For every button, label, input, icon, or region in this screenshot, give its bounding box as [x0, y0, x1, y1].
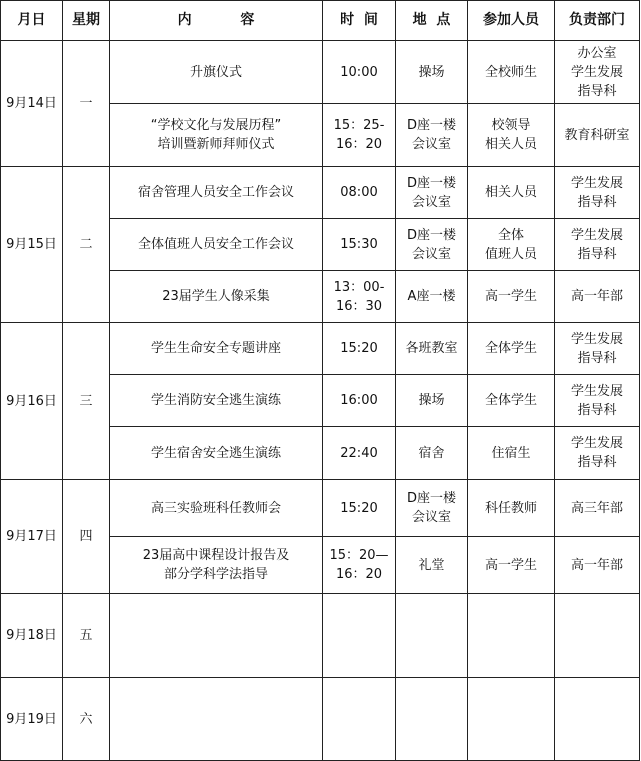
header-row	[1, 1, 640, 41]
header-time: 时 间	[323, 1, 396, 41]
date-cell: 9月18日	[1, 594, 63, 678]
time-cell: 22:40	[323, 427, 396, 480]
participants-cell: 高一学生	[468, 537, 555, 594]
time-cell: 15:20	[323, 323, 396, 375]
date-cell: 9月16日	[1, 323, 63, 480]
weekday-cell: 二	[63, 167, 110, 323]
location-cell: 宿舍	[396, 427, 468, 480]
time-cell: 08:00	[323, 167, 396, 219]
time-cell	[323, 678, 396, 761]
time-cell: 15:30	[323, 219, 396, 271]
department-cell	[555, 594, 640, 678]
header-participants: 参加人员	[468, 1, 555, 41]
department-cell: 学生发展 指导科	[555, 323, 640, 375]
header-date: 月日	[1, 1, 63, 41]
weekday-cell: 三	[63, 323, 110, 480]
table-row	[1, 167, 640, 219]
content-cell: 宿舍管理人员安全工作会议	[110, 167, 323, 219]
location-cell	[396, 678, 468, 761]
time-cell: 10:00	[323, 41, 396, 104]
time-cell: 15：25- 16：20	[323, 104, 396, 167]
date-cell: 9月14日	[1, 41, 63, 167]
location-cell: D座一楼 会议室	[396, 167, 468, 219]
header-content: 内 容	[110, 1, 323, 41]
time-cell: 16:00	[323, 375, 396, 427]
department-cell: 学生发展 指导科	[555, 219, 640, 271]
weekday-cell: 五	[63, 594, 110, 678]
participants-cell: 住宿生	[468, 427, 555, 480]
department-cell: 学生发展 指导科	[555, 167, 640, 219]
time-cell: 13：00- 16：30	[323, 271, 396, 323]
content-cell: 23届高中课程设计报告及 部分学科学法指导	[110, 537, 323, 594]
weekday-cell: 六	[63, 678, 110, 761]
content-cell: “学校文化与发展历程” 培训暨新师拜师仪式	[110, 104, 323, 167]
header-department: 负责部门	[555, 1, 640, 41]
content-cell: 高三实验班科任教师会	[110, 480, 323, 537]
content-cell: 23届学生人像采集	[110, 271, 323, 323]
content-cell: 全体值班人员安全工作会议	[110, 219, 323, 271]
header-weekday: 星期	[63, 1, 110, 41]
department-cell: 学生发展 指导科	[555, 427, 640, 480]
date-cell: 9月17日	[1, 480, 63, 594]
participants-cell	[468, 678, 555, 761]
location-cell: A座一楼	[396, 271, 468, 323]
department-cell: 办公室 学生发展 指导科	[555, 41, 640, 104]
content-cell	[110, 594, 323, 678]
participants-cell: 全校师生	[468, 41, 555, 104]
content-cell: 学生消防安全逃生演练	[110, 375, 323, 427]
content-cell	[110, 678, 323, 761]
department-cell: 高一年部	[555, 537, 640, 594]
participants-cell: 全体学生	[468, 375, 555, 427]
weekday-cell: 一	[63, 41, 110, 167]
location-cell: 操场	[396, 41, 468, 104]
department-cell	[555, 678, 640, 761]
participants-cell: 校领导 相关人员	[468, 104, 555, 167]
department-cell: 学生发展 指导科	[555, 375, 640, 427]
table-row	[1, 480, 640, 537]
department-cell: 高三年部	[555, 480, 640, 537]
table-row	[1, 594, 640, 678]
location-cell: 礼堂	[396, 537, 468, 594]
department-cell: 教育科研室	[555, 104, 640, 167]
location-cell: D座一楼 会议室	[396, 104, 468, 167]
date-cell: 9月19日	[1, 678, 63, 761]
location-cell	[396, 594, 468, 678]
participants-cell: 相关人员	[468, 167, 555, 219]
date-cell: 9月15日	[1, 167, 63, 323]
participants-cell: 全体 值班人员	[468, 219, 555, 271]
time-cell: 15：20— 16：20	[323, 537, 396, 594]
location-cell: D座一楼 会议室	[396, 219, 468, 271]
header-location: 地 点	[396, 1, 468, 41]
participants-cell: 全体学生	[468, 323, 555, 375]
location-cell: 操场	[396, 375, 468, 427]
department-cell: 高一年部	[555, 271, 640, 323]
location-cell: D座一楼 会议室	[396, 480, 468, 537]
participants-cell	[468, 594, 555, 678]
weekday-cell: 四	[63, 480, 110, 594]
table-row	[1, 41, 640, 104]
time-cell: 15:20	[323, 480, 396, 537]
content-cell: 学生宿舍安全逃生演练	[110, 427, 323, 480]
table-row	[1, 678, 640, 761]
location-cell: 各班教室	[396, 323, 468, 375]
table-row	[1, 323, 640, 375]
time-cell	[323, 594, 396, 678]
content-cell: 学生生命安全专题讲座	[110, 323, 323, 375]
participants-cell: 高一学生	[468, 271, 555, 323]
participants-cell: 科任教师	[468, 480, 555, 537]
content-cell: 升旗仪式	[110, 41, 323, 104]
